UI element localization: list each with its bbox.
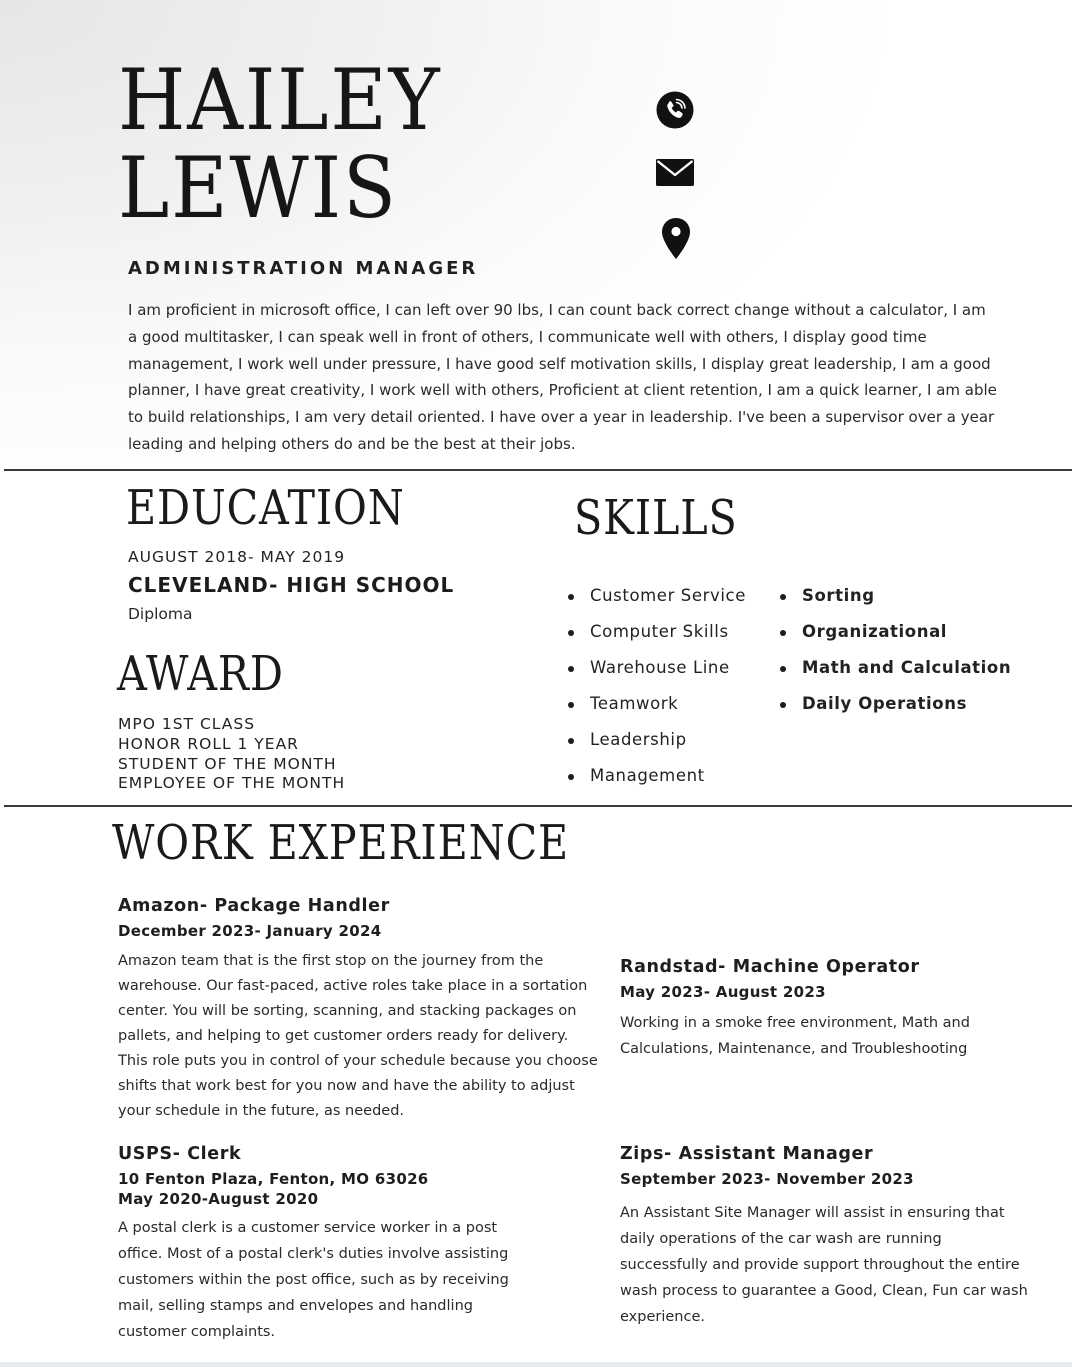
job-dates: May 2023- August 2023: [620, 983, 826, 1001]
skills-list-column-1: [568, 586, 746, 802]
award-item: MPO 1ST CLASS: [118, 715, 256, 733]
candidate-name: [118, 51, 442, 237]
job-entry-zips: [620, 1142, 1030, 1330]
job-entry-usps: [118, 1142, 528, 1345]
first-name: HAILEY: [118, 51, 442, 149]
job-entry-amazon: [118, 894, 598, 1124]
job-name: Zips- Assistant Manager: [620, 1144, 874, 1164]
job-name: USPS- Clerk: [118, 1144, 242, 1164]
mail-icon: [656, 159, 694, 186]
award-item: HONOR ROLL 1 YEAR: [118, 734, 299, 753]
job-title: ADMINISTRATION MANAGER: [128, 258, 479, 279]
job-address: 10 Fenton Plaza, Fenton, MO 63026: [118, 1170, 429, 1188]
skill-item: Customer Service: [568, 586, 746, 622]
location-pin-icon: [661, 218, 691, 259]
section-divider: [4, 469, 1072, 471]
work-experience-heading: WORK EXPERIENCE: [112, 815, 570, 871]
job-dates: December 2023- January 2024: [118, 922, 382, 940]
job-entry-randstad: [620, 955, 1000, 1062]
award-list: [118, 715, 345, 794]
skill-item: Teamwork: [568, 694, 746, 730]
last-name: LEWIS: [118, 139, 398, 237]
skill-item: Leadership: [568, 730, 746, 766]
profile-summary: I am proficient in microsoft office, I can left over 90 lbs, I can count back correct change without a calculator, I am a good multitasker, I can speak well in front of others, I communicate well with others, I display good time management, I work well under pressure, I have good self motivation skills, I display great leadership, I am a good planner, I have great creativity, I work well with others, Proficient at client retention, I am a quick learner, I am able to build relationships, I am very detail oriented. I have over a year in leadership. I've been a supervisor over a year leading and helping others do and be the best at their jobs.: [128, 301, 997, 453]
education-heading: EDUCATION: [126, 480, 405, 536]
skill-item: Sorting: [780, 586, 1011, 622]
job-dates: September 2023- November 2023: [620, 1170, 914, 1188]
skill-item: Computer Skills: [568, 622, 746, 658]
award-heading: AWARD: [117, 646, 284, 702]
skill-item: Management: [568, 766, 746, 802]
job-name: Randstad- Machine Operator: [620, 957, 920, 977]
job-name: Amazon- Package Handler: [118, 896, 390, 916]
skills-heading: SKILLS: [574, 490, 738, 546]
award-item: EMPLOYEE OF THE MONTH: [118, 774, 346, 793]
job-description: Working in a smoke free environment, Math and Calculations, Maintenance, and Troubleshooting: [620, 1015, 970, 1057]
award-item: STUDENT OF THE MONTH: [118, 754, 337, 773]
skill-item: Math and Calculation: [780, 658, 1011, 694]
skill-item: Daily Operations: [780, 694, 1011, 730]
job-description: An Assistant Site Manager will assist in ensuring that daily operations of the car wash are running successfully and provide support throughout the entire wash process to guarantee a Good, Clean, Fun car wash experience.: [620, 1205, 1028, 1325]
skill-item: Organizational: [780, 622, 1011, 658]
job-description: Amazon team that is the first stop on the journey from the warehouse. Our fast-paced, active roles take place in a sortation center. You will be sorting, scanning, and stacking packages on pallets, and helping to get customer orders ready for delivery. This role puts you in control of your schedule because you choose shifts that work best for you now and have the ability to adjust your schedule in the future, as needed.: [118, 953, 598, 1119]
section-divider: [4, 805, 1072, 807]
skills-list-column-2: [780, 586, 1011, 730]
education-degree: Diploma: [128, 605, 193, 623]
education-dates: AUGUST 2018- MAY 2019: [128, 548, 346, 566]
job-description: A postal clerk is a customer service worker in a post office. Most of a postal clerk's duties involve assisting customers within the post office, such as by receiving mail, selling stamps and envelopes and handling customer complaints.: [118, 1220, 509, 1340]
skill-item: Warehouse Line: [568, 658, 746, 694]
job-dates: May 2020-August 2020: [118, 1190, 319, 1208]
phone-icon: [656, 91, 694, 129]
education-school: CLEVELAND- HIGH SCHOOL: [128, 573, 455, 597]
